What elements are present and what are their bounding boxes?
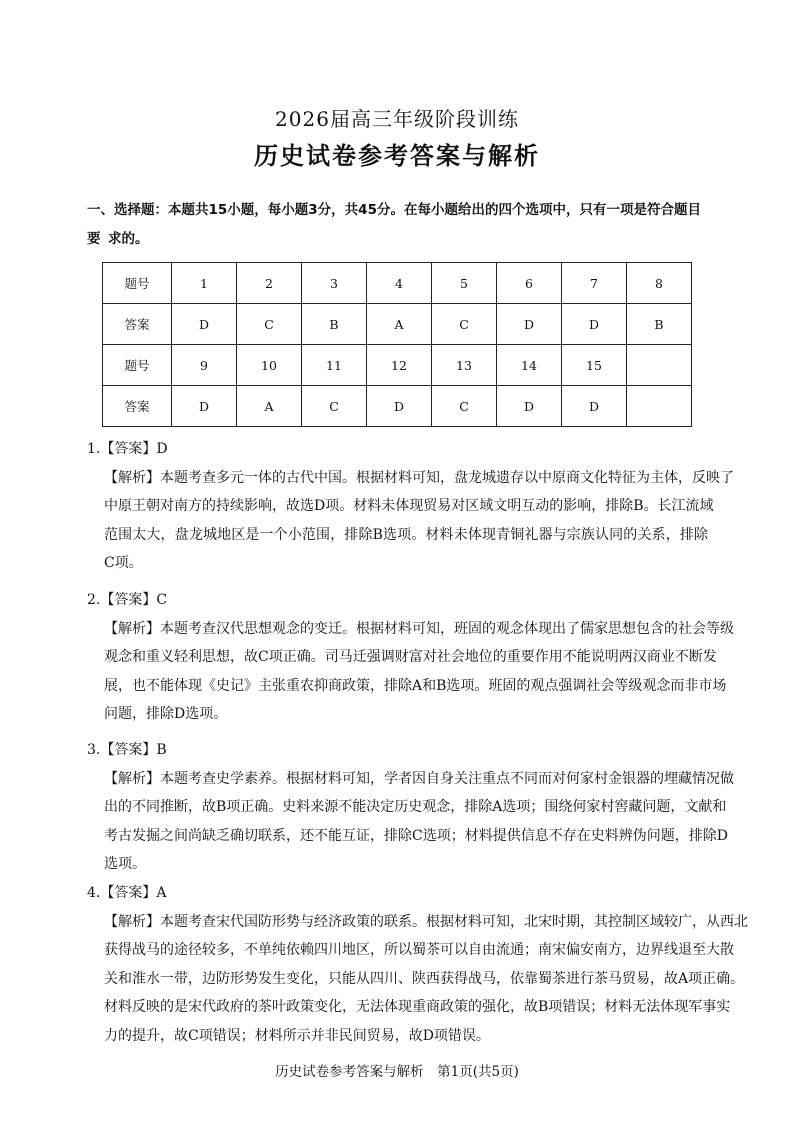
- answer-label: 2.【答案】C: [87, 592, 168, 608]
- document-title: 历史试卷参考答案与解析: [254, 142, 540, 170]
- analysis-line: 材料反映的是宋代政府的茶叶政策变化，无法体现重商政策的强化，故B项错误；材料无法体现军事实: [104, 999, 731, 1016]
- table-cell: C: [237, 304, 302, 345]
- section-heading-cont: 求的。: [108, 231, 149, 247]
- table-cell: 1: [172, 263, 237, 304]
- analysis-line: 范围太大，盘龙城地区是一个小范围，排除B选项。材料未体现青铜礼器与宗族认同的关系，排除: [104, 526, 708, 543]
- table-cell: C: [432, 386, 497, 427]
- table-cell: 13: [432, 345, 497, 386]
- row-header-cell: 题号: [103, 263, 172, 304]
- table-cell: D: [562, 386, 627, 427]
- analysis-line: 【解析】本题考查汉代思想观念的变迁。根据材料可知，班固的观念体现出了儒家思想包含的社会等级: [104, 620, 734, 637]
- table-cell: [627, 345, 692, 386]
- analysis-line: 【解析】本题考查宋代国防形势与经济政策的联系。根据材料可知，北宋时期，其控制区域较广，从西北: [104, 913, 748, 930]
- table-cell: 9: [172, 345, 237, 386]
- table-cell: D: [497, 304, 562, 345]
- answer-table: [102, 262, 692, 427]
- table-row: [103, 263, 692, 304]
- analysis-line: 关和淮水一带，边防形势发生变化，只能从四川、陕西获得战马，依靠蜀茶进行茶马贸易，故A项正确。: [104, 970, 745, 987]
- table-cell: C: [302, 386, 367, 427]
- answer-label: 4.【答案】A: [87, 885, 167, 901]
- table-cell: 5: [432, 263, 497, 304]
- analysis-line: 【解析】本题考查多元一体的古代中国。根据材料可知，盘龙城遗存以中原商文化特征为主体，反映了: [104, 469, 734, 486]
- table-cell: 3: [302, 263, 367, 304]
- table-cell: 11: [302, 345, 367, 386]
- table-cell: 8: [627, 263, 692, 304]
- row-header-cell: 答案: [103, 386, 172, 427]
- table-cell: 14: [497, 345, 562, 386]
- analysis-line: C项。: [104, 555, 143, 572]
- table-cell: 6: [497, 263, 562, 304]
- table-cell: D: [172, 304, 237, 345]
- answer-label: 3.【答案】B: [87, 742, 167, 758]
- table-cell: C: [432, 304, 497, 345]
- table-cell: 2: [237, 263, 302, 304]
- table-cell: D: [367, 386, 432, 427]
- analysis-line: 选项。: [104, 856, 146, 873]
- analysis-line: 出的不同推断，故B项正确。史料来源不能决定历史观念，排除A选项；围绕何家村窖藏问题，文献和: [104, 799, 727, 816]
- table-cell: [627, 386, 692, 427]
- table-cell: 15: [562, 345, 627, 386]
- analysis-line: 考古发掘之间尚缺乏确切联系，还不能互证，排除C选项；材料提供信息不存在史料辨伪问题，排除D: [104, 827, 728, 844]
- table-cell: B: [302, 304, 367, 345]
- analysis-line: 展，也不能体现《史记》主张重农抑商政策，排除A和B选项。班固的观点强调社会等级观念而非市场: [104, 677, 727, 694]
- table-cell: 12: [367, 345, 432, 386]
- table-row: [103, 386, 692, 427]
- table-row: [103, 345, 692, 386]
- exam-title: 2026届高三年级阶段训练: [275, 107, 519, 131]
- analysis-line: 获得战马的途径较多，不单纯依赖四川地区，所以蜀茶可以自由流通；南宋偏安南方，边界线退至大散: [104, 942, 734, 959]
- table-cell: A: [367, 304, 432, 345]
- section-heading: 一、选择题：本题共15小题，每小题3分，共45分。在每小题给出的四个选项中，只有一项是符合题目要: [87, 202, 701, 247]
- table-cell: D: [172, 386, 237, 427]
- analysis-line: 中原王朝对南方的持续影响，故选D项。材料未体现贸易对区域文明互动的影响，排除B。长江流域: [104, 498, 714, 515]
- table-cell: 7: [562, 263, 627, 304]
- answer-label: 1.【答案】D: [87, 441, 168, 457]
- table-cell: D: [497, 386, 562, 427]
- analysis-line: 力的提升，故C项错误；材料所示并非民间贸易，故D项错误。: [104, 1028, 490, 1044]
- row-header-cell: 答案: [103, 304, 172, 345]
- analysis-line: 问题，排除D选项。: [104, 706, 228, 723]
- table-cell: 4: [367, 263, 432, 304]
- analysis-line: 观念和重义轻利思想，故C项正确。司马迁强调财富对社会地位的重要作用不能说明两汉商业不断发: [104, 649, 717, 666]
- analysis-line: 【解析】本题考查史学素养。根据材料可知，学者因自身关注重点不同而对何家村金银器的埋藏情况做: [104, 770, 734, 787]
- table-cell: 10: [237, 345, 302, 386]
- row-header-cell: 题号: [103, 345, 172, 386]
- table-row: [103, 304, 692, 345]
- page-footer: 历史试卷参考答案与解析 第1页(共5页): [275, 1064, 519, 1080]
- table-cell: D: [562, 304, 627, 345]
- table-cell: A: [237, 386, 302, 427]
- table-cell: B: [627, 304, 692, 345]
